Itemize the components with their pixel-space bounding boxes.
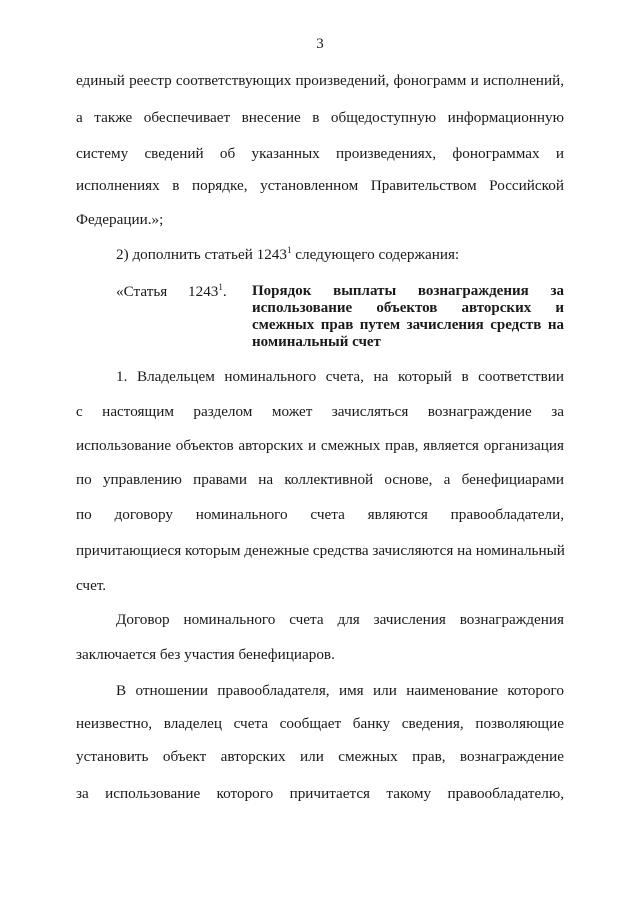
text-line: по управлению правами на коллективной основе, а бенефициарами — [76, 471, 564, 488]
article-word: «Статья — [116, 283, 168, 300]
text-line: Федерации.»; — [76, 211, 164, 228]
text-line: с настоящим разделом может зачисляться вознаграждение за — [76, 403, 564, 420]
text-line: Договор номинального счета для зачисления вознаграждения — [116, 611, 564, 628]
text-line: по договору номинального счета являются правообладатели, — [76, 506, 564, 523]
text-line: установить объект авторских или смежных прав, вознаграждение — [76, 748, 564, 765]
amendment-text: следующего содержания: — [291, 246, 460, 263]
text-line: единый реестр соответствующих произведений, фонограмм и исполнений, — [76, 72, 564, 89]
article-title-line: смежных прав путем зачисления средств на — [252, 317, 564, 333]
text-line: счет. — [76, 577, 107, 594]
superscript: 1 — [287, 244, 292, 255]
text-line: заключается без участия бенефициаров. — [76, 646, 335, 663]
article-title-line: номинальный счет — [252, 334, 381, 350]
article-number: 1243$^1$. — [188, 281, 227, 300]
article-title-line: Порядок выплаты вознаграждения за — [252, 283, 564, 299]
text-line: за использование которого причитается такому правообладателю, — [76, 785, 564, 802]
article-title-line: использование объектов авторских и — [252, 300, 564, 316]
text-line: неизвестно, владелец счета сообщает банку сведения, позволяющие — [76, 715, 564, 732]
text-line: систему сведений об указанных произведениях, фонограммах и — [76, 145, 564, 162]
text-line: причитающиеся которым денежные средства зачисляются на номинальный — [76, 542, 565, 559]
text-line: а также обеспечивает внесение в общедоступную информационную — [76, 109, 564, 126]
text-line: В отношении правообладателя, имя или наименование которого — [116, 682, 564, 699]
page-number: 3 — [316, 36, 324, 52]
article-title — [252, 283, 564, 351]
amendment-text: 2) дополнить статьей 1243 — [116, 246, 287, 263]
text-line: исполнениях в порядке, установленном Правительством Российской — [76, 177, 564, 194]
text-line: 1. Владельцем номинального счета, на который в соответствии — [116, 368, 564, 385]
text-line: использование объектов авторских и смежных прав, является организация — [76, 437, 564, 454]
text-line — [116, 246, 564, 264]
